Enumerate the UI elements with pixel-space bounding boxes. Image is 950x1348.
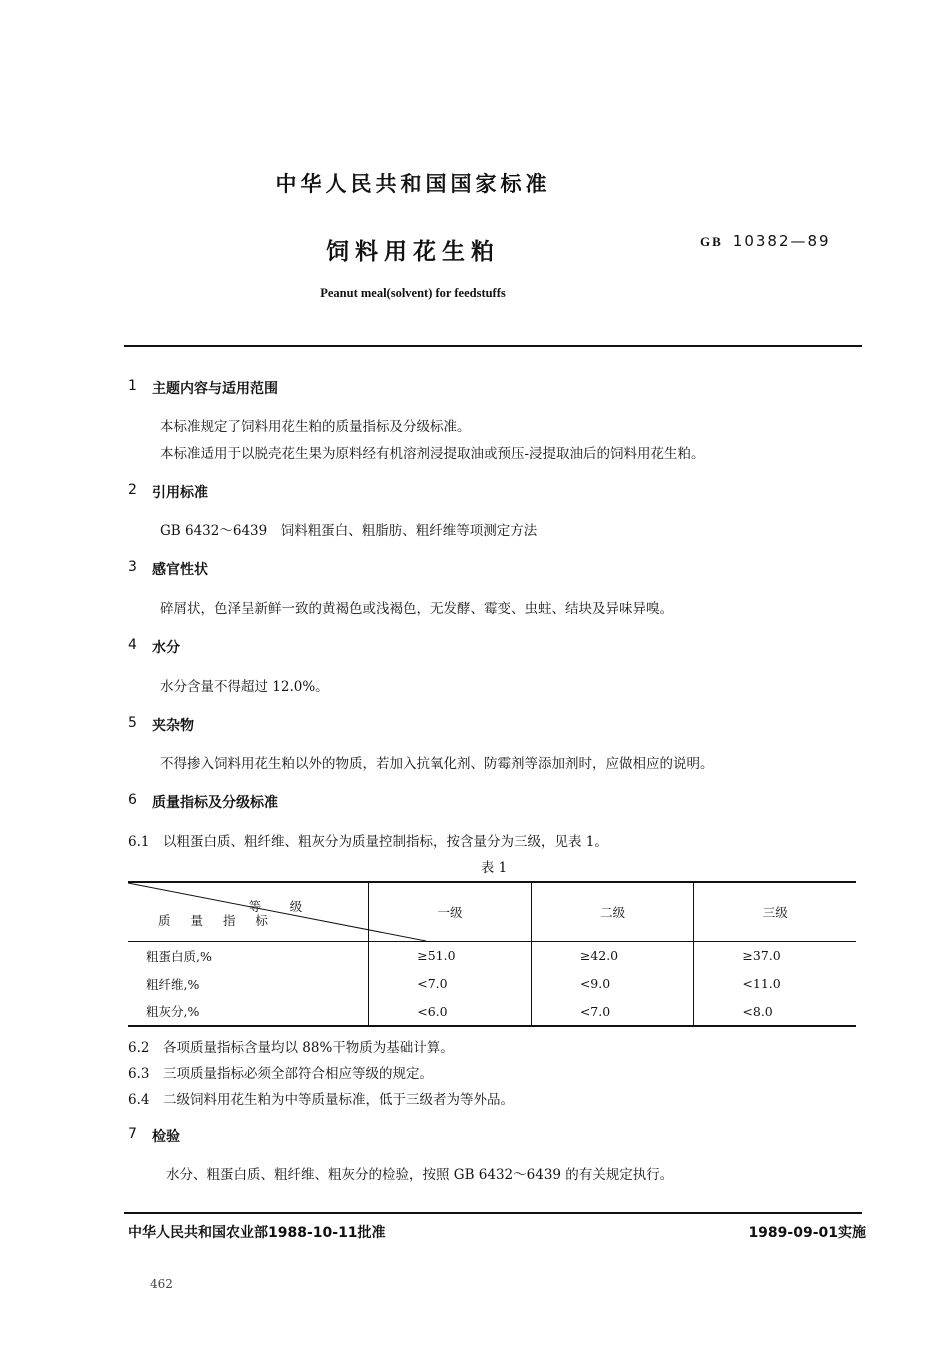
row-label: 粗灰分,% [128, 998, 369, 1026]
section-3-paragraph: 碎屑状，色泽呈新鲜一致的黄褐色或浅褐色，无发酵、霉变、虫蛀、结块及异味异嗅。 [160, 601, 673, 617]
section-4-title: 水分 [152, 640, 180, 656]
section-5-title: 夹杂物 [152, 718, 194, 734]
table-header-diagonal-cell [128, 882, 369, 942]
table-cell: <9.0 [531, 970, 694, 998]
table-cell: <7.0 [531, 998, 694, 1026]
section-7-number: 7 [128, 1126, 137, 1142]
table-row [128, 970, 856, 998]
standard-code [700, 232, 831, 250]
section-1-paragraph-1: 本标准规定了饲料用花生粕的质量指标及分级标准。 [160, 419, 471, 435]
section-5-number: 5 [128, 715, 137, 731]
page-number: 462 [150, 1277, 173, 1291]
standard-code-prefix: GB [700, 234, 723, 249]
section-4-paragraph: 水分含量不得超过 12.0%。 [160, 679, 329, 695]
clause-6-1: 6.1 以粗蛋白质、粗纤维、粗灰分为质量控制指标，按含量分为三级，见表 1。 [128, 834, 608, 850]
table-cell: <6.0 [369, 998, 532, 1026]
table-cell: <7.0 [369, 970, 532, 998]
table-row [128, 998, 856, 1026]
standard-heading: 中华人民共和国国家标准 [275, 172, 551, 196]
standard-code-number: 10382—89 [732, 232, 831, 250]
footer-rule [124, 1212, 862, 1214]
section-1-paragraph-2: 本标准适用于以脱壳花生果为原料经有机溶剂浸提取油或预压-浸提取油后的饲料用花生粕。 [160, 446, 705, 462]
document-title: 饲料用花生粕 [326, 239, 500, 265]
row-label: 粗纤维,% [146, 976, 200, 992]
approval-line: 中华人民共和国农业部1988-10-11批准 [128, 1225, 386, 1241]
clause-6-3: 6.3 三项质量指标必须全部符合相应等级的规定。 [128, 1066, 433, 1082]
table-cell: ≥37.0 [694, 942, 856, 970]
section-1-title: 主题内容与适用范围 [152, 381, 278, 397]
table-cell: <8.0 [694, 998, 856, 1026]
clause-6-4: 6.4 二级饲料用花生粕为中等质量标准，低于三级者为等外品。 [128, 1092, 514, 1108]
clause-6-2: 6.2 各项质量指标含量均以 88%干物质为基础计算。 [128, 1040, 454, 1056]
table-cell: <11.0 [694, 970, 856, 998]
section-5-paragraph: 不得掺入饲料用花生粕以外的物质，若加入抗氧化剂、防霉剂等添加剂时，应做相应的说明。 [160, 756, 714, 772]
section-3-number: 3 [128, 559, 137, 575]
column-header-grade-1: 一级 [369, 882, 532, 942]
section-2-title: 引用标准 [152, 485, 208, 501]
table-cell: ≥51.0 [369, 942, 532, 970]
section-6-title: 质量指标及分级标准 [152, 795, 278, 811]
header-grade-label: 等 级 [248, 899, 311, 914]
header-rule [124, 345, 862, 347]
table-row [128, 942, 856, 970]
table-caption: 表 1 [480, 860, 508, 876]
english-title: Peanut meal(solvent) for feedstuffs [320, 286, 506, 300]
effective-date: 1989-09-01实施 [748, 1225, 866, 1241]
section-6-number: 6 [128, 792, 137, 808]
section-7-title: 检验 [152, 1129, 180, 1145]
section-7-paragraph: 水分、粗蛋白质、粗纤维、粗灰分的检验，按照 GB 6432～6439 的有关规定执行。 [166, 1167, 674, 1183]
quality-table [128, 881, 856, 1027]
table-cell: ≥42.0 [531, 942, 694, 970]
column-header-grade-3: 三级 [694, 882, 856, 942]
header-index-label: 质 量 指 标 [158, 913, 276, 928]
table-header-row [128, 882, 856, 942]
section-4-number: 4 [128, 637, 137, 653]
section-1-number: 1 [128, 378, 137, 394]
section-2-paragraph: GB 6432～6439 饲料粗蛋白、粗脂肪、粗纤维等项测定方法 [160, 523, 538, 539]
column-header-grade-2: 二级 [531, 882, 694, 942]
row-label: 粗蛋白质,% [146, 948, 212, 964]
section-3-title: 感官性状 [152, 562, 208, 578]
section-2-number: 2 [128, 482, 137, 498]
